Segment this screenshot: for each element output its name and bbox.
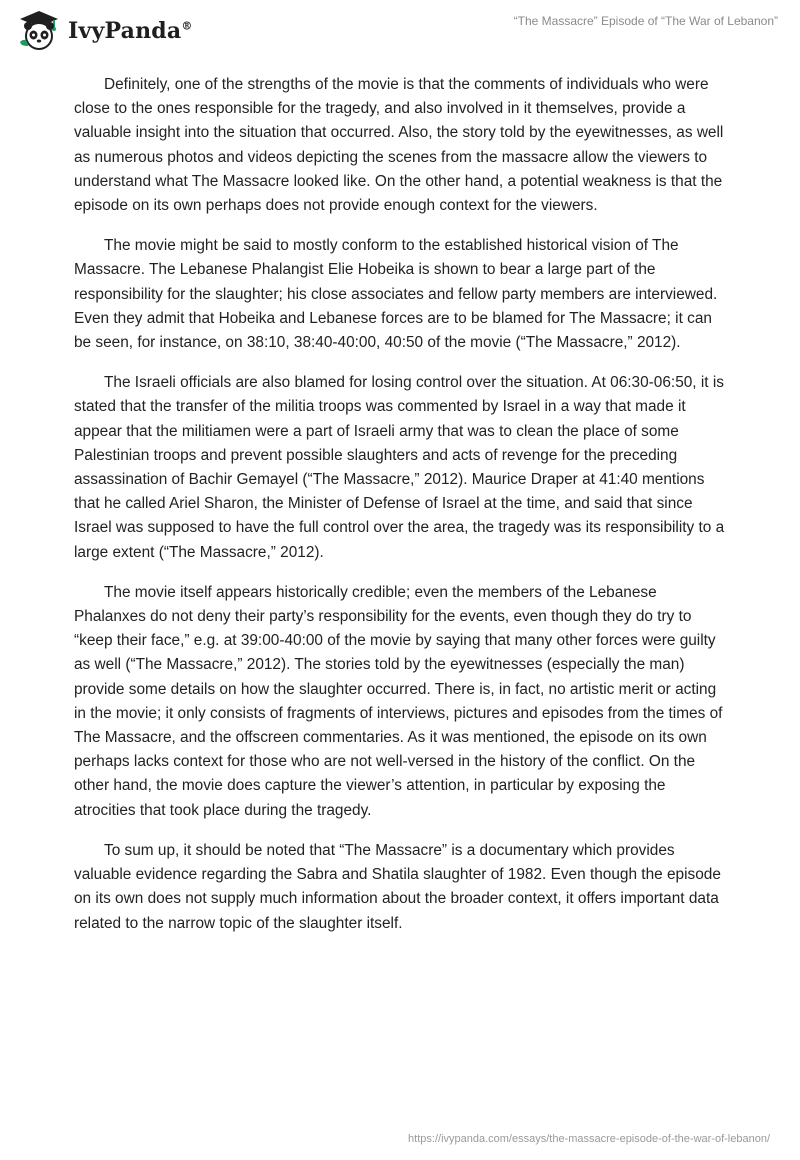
paragraph: Definitely, one of the strengths of the movie is that the comments of individuals who were close to the ones responsible for the tragedy, and also involved in it themselves, provide a valuable insight into the situation that occurred. Also, the story told by the eyewitnesses, as well as numerous photos and videos depicting the scenes from the massacre allow the viewers to understand what The Massacre looked like. On the other hand, a potential weakness is that the episode on its own perhaps does not provide enough context for the viewers.	[74, 76, 724, 215]
brand-name: IvyPanda®	[68, 18, 193, 44]
panda-graduate-icon	[16, 8, 62, 54]
paragraph: The movie itself appears historically credible; even the members of the Lebanese Phalanxes do not deny their party’s responsibility for the events, even though they do try to “keep their face,” e.g. at 39:00-40:00 of the movie by saying that many other forces were guilty as well (“The Massacre,” 2012). The stories told by the eyewitnesses (especially the man) provide some details on how the slaughter occurred. There is, in fact, no artistic merit or acting in the movie; it only consists of fragments of interviews, pictures and episodes from the times of The Massacre, and the offscreen commentaries. As it was mentioned, the episode on its own perhaps lacks context for those who are not well-versed in the history of the conflict. On the other hand, the movie does capture the viewer’s attention, in particular by exposing the atrocities that took place during the tragedy.	[74, 583, 723, 819]
document-title: “The Massacre” Episode of “The War of Lebanon”	[513, 14, 778, 28]
paragraph: The Israeli officials are also blamed for losing control over the situation. At 06:30-06:50, it is stated that the transfer of the militia troops was commented by Israel in a way that made it appear that the militiamen were a part of Israeli army that was to clean the place of some Palestinian troops and prevent possible slaughters and acts of revenge for the preceding assassination of Bachir Gemayel (“The Massacre,” 2012). Maurice Draper at 41:40 mentions that he called Ariel Sharon, the Minister of Defense of Israel at the time, and said that since Israel was supposed to have the full control over the area, the tragedy was its responsibility to a large extent (“The Massacre,” 2012).	[74, 374, 725, 561]
paragraph: To sum up, it should be noted that “The Massacre” is a documentary which provides valuable evidence regarding the Sabra and Shatila slaughter of 1982. Even though the episode on its own does not supply much information about the broader context, it offers important data related to the narrow topic of the slaughter itself.	[74, 841, 721, 932]
essay-body	[74, 73, 729, 952]
ivypanda-logo[interactable]	[16, 8, 193, 54]
source-url[interactable]: https://ivypanda.com/essays/the-massacre-episode-of-the-war-of-lebanon/	[408, 1133, 770, 1145]
page-header	[0, 0, 800, 70]
paragraph: The movie might be said to mostly conform to the established historical vision of The Massacre. The Lebanese Phalangist Elie Hobeika is shown to bear a large part of the responsibility for the slaughter; his close associates and fellow party members are interviewed. Even they admit that Hobeika and Lebanese forces are to be blamed for The Massacre; it can be seen, for instance, on 38:10, 38:40-40:00, 40:50 of the movie (“The Massacre,” 2012).	[74, 237, 718, 352]
